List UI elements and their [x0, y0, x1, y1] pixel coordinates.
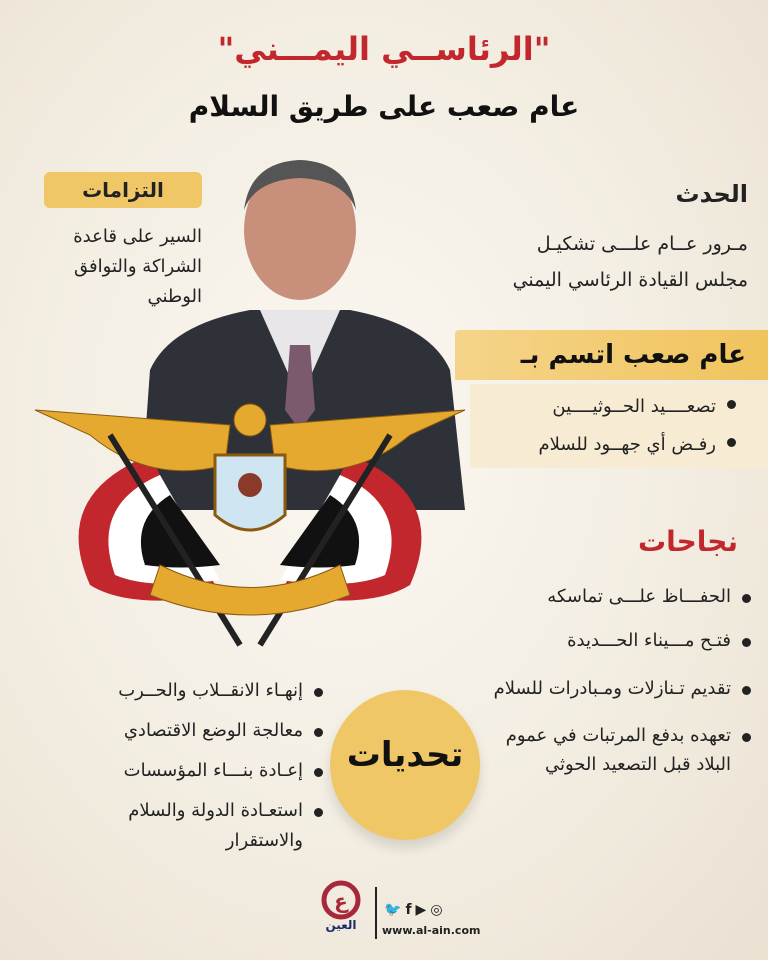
hard-year-banner: عام صعب اتسم بـ — [455, 330, 768, 380]
commitments-line: الشراكة والتوافق — [74, 256, 202, 277]
website-url[interactable]: www.al-ain.com — [382, 924, 481, 937]
commitments-line: السير على قاعدة — [73, 226, 202, 247]
challenges-list — [55, 676, 325, 856]
event-label: الحدث — [675, 180, 748, 208]
title-main: "الرئاســي اليمـــني" — [217, 30, 551, 68]
facebook-icon[interactable]: f — [405, 902, 416, 918]
twitter-icon[interactable]: 🐦 — [384, 902, 406, 918]
list-item: إنهـاء الانقــلاب والحــرب — [55, 676, 325, 706]
divider — [375, 887, 377, 939]
commitments-text — [20, 222, 202, 312]
social-icons — [384, 902, 447, 918]
event-line: مـرور عــام علـــى تشكيـل — [536, 233, 748, 255]
list-item: فتـح مـــيناء الحـــديدة — [493, 626, 753, 655]
list-item: تعهده بدفع المرتبات في عموم البلاد قبل التصعيد الحوثي — [493, 721, 753, 779]
brand-name: العين — [325, 918, 357, 932]
list-item: إعـادة بنـــاء المؤسسات — [55, 756, 325, 786]
successes-label: نجاحات — [637, 525, 738, 558]
list-item: تصعــــيد الحــوثيــــين — [470, 388, 738, 426]
al-ain-logo-icon — [318, 880, 364, 920]
event-line: مجلس القيادة الرئاسي اليمني — [512, 269, 748, 291]
instagram-icon[interactable]: ◎ — [430, 902, 447, 918]
list-item: الحفـــاظ علـــى تماسكه — [493, 582, 753, 611]
list-item: رفـض أي جهــود للسلام — [470, 426, 738, 464]
list-item: تقديم تـنازلات ومـبادرات للسلام — [493, 674, 753, 703]
svg-text:ع: ع — [334, 889, 348, 913]
youtube-icon[interactable]: ▶ — [415, 902, 431, 918]
event-text — [408, 226, 748, 298]
successes-list — [493, 582, 753, 779]
hard-year-list — [470, 384, 768, 468]
title-sub: عام صعب على طريق السلام — [188, 90, 580, 123]
commitments-badge: التزامات — [44, 172, 202, 208]
list-item: معالجة الوضع الاقتصادي — [55, 716, 325, 746]
yemen-emblem — [30, 395, 470, 655]
commitments-line: الوطني — [147, 286, 202, 307]
list-item: استعـادة الدولة والسلام والاستقرار — [55, 796, 325, 856]
challenges-label: تحديات — [346, 735, 464, 775]
